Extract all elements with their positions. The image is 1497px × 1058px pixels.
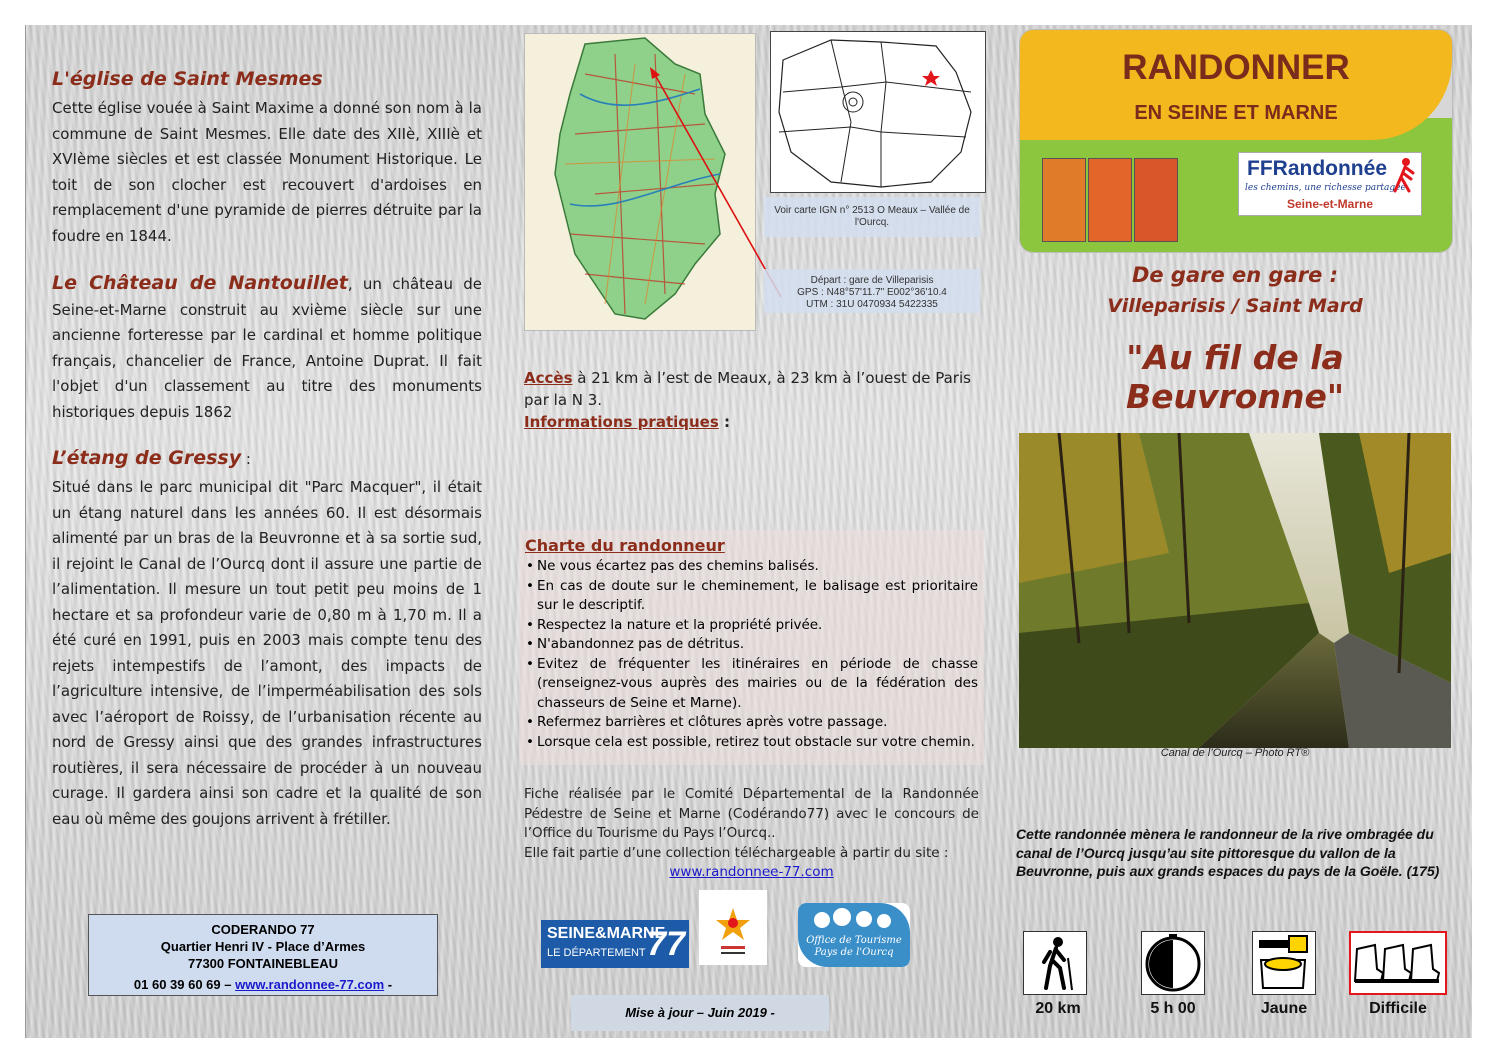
contact-address-1: Quartier Henri IV - Place d’Armes (160, 939, 366, 954)
access-text: à 21 km à l’est de Meaux, à 23 km à l’ouest de Paris par la N 3. (524, 369, 971, 409)
stat-duration: 5 h 00 (1150, 1000, 1196, 1017)
distance-hiker-icon (1023, 931, 1087, 995)
guide-book-image (1134, 158, 1178, 242)
paint-brush-icon (1253, 932, 1315, 994)
list-item: • Refermez barrières et clôtures après votre passage. (537, 713, 978, 733)
fiche-credits (524, 785, 979, 883)
section-gressy (52, 447, 482, 832)
guide-book-image (1088, 158, 1132, 242)
contact-link[interactable]: www.randonnee-77.com (235, 977, 385, 992)
update-date: Mise à jour – Juin 2019 - (571, 995, 829, 1031)
logo-number: 77 (647, 925, 685, 963)
seine-marne-logo (541, 920, 689, 968)
contact-tail: - (384, 977, 393, 992)
contact-address-2: 77300 FONTAINEBLEAU (187, 956, 338, 971)
waymark-paint-icon (1252, 931, 1316, 995)
hiker-figure-icon (1391, 157, 1417, 193)
photo-caption: Canal de l’Ourcq – Photo RT® (1160, 747, 1310, 759)
ign-caption (764, 197, 980, 237)
route-subtitle: De gare en gare : (1131, 263, 1339, 287)
route-description: Cette randonnée mènera le randonneur de la rive ombragée du canal de l’Ourcq jusqu’au site pittoresque du vallon de la Beuvronne, puis aux grands espaces du pays de la Goële. (175) (1016, 826, 1440, 879)
access-info (524, 367, 979, 433)
hiker-icon (1024, 932, 1086, 994)
charte-list (525, 557, 978, 752)
route-title: "Au fil de la Beuvronne" (1125, 338, 1345, 416)
left-column (52, 60, 482, 854)
canal-photo-image (1019, 433, 1451, 748)
office-tourisme-logo (798, 903, 910, 967)
ffr-brand: FFRandonnée (1247, 157, 1387, 180)
contact-phone: 01 60 39 60 69 – (133, 977, 236, 992)
region-map-graphic (771, 32, 985, 192)
list-item: • N'abandonnez pas de détritus. (537, 635, 978, 655)
office-text-2: Pays de l'Ourcq (814, 947, 894, 958)
logo-subtext: LE DÉPARTEMENT (547, 947, 646, 959)
list-item: • Ne vous écartez pas des chemins balisés. (537, 557, 978, 577)
departure-utm: UTM : 31U 0470934 5422335 (806, 299, 938, 310)
info-label: Informations pratiques (524, 413, 719, 431)
difficulty-boots-icon (1349, 931, 1447, 995)
section-text: , un château de Seine-et-Marne construit au xvième siècle sur une ancienne forteresse par le cardinal et homme politique français, chancelier de France, Antoine Duprat. Il fait l'objet d'un classement au titre des monuments historiques depuis 1862 (52, 275, 482, 421)
access-label: Accès (524, 369, 573, 387)
canal-photo (1019, 433, 1451, 748)
section-title: L'église de Saint Mesmes (52, 68, 323, 90)
list-item: • En cas de doute sur le cheminement, le balisage est prioritaire sur le descriptif. (537, 577, 978, 616)
ign-caption-text: Voir carte IGN n° 2513 O Meaux – Vallée de l'Ourcq. (774, 205, 970, 228)
section-saint-mesmes (52, 68, 482, 249)
section-title: Le Château de Nantouillet (52, 272, 348, 294)
header-banner (1019, 29, 1453, 253)
pointer-arrow (646, 67, 786, 302)
stat-distance: 20 km (1035, 1000, 1081, 1017)
info-colon: : (718, 413, 731, 431)
list-item: • Lorsque cela est possible, retirez tout obstacle sur votre chemin. (537, 733, 978, 753)
fiche-text-2: Elle fait partie d’une collection téléchargeable à partir du site : (524, 844, 949, 861)
clock-icon (1142, 932, 1204, 994)
stat-waymark: Jaune (1260, 1000, 1308, 1017)
route-stations: Villeparisis / Saint Mard (1107, 295, 1363, 317)
trees-icon (808, 907, 900, 933)
departure-label: Départ : gare de Villeparisis (810, 275, 934, 286)
section-title: L’étang de Gressy (52, 447, 242, 469)
section-text: Cette église vouée à Saint Maxime a donné son nom à la commune de Saint Mesmes. Elle date des XIIè, XIIIè et XVIème siècles et est classée Monument Historique. Le toit de son clocher est recouvert d'ardoises en remplacement d'une pyramide de pierres détruite par la foudre en 1844. (52, 99, 482, 245)
contact-box (88, 914, 438, 996)
department-star-logo (699, 890, 767, 965)
contact-name: CODERANDO 77 (211, 922, 315, 937)
banner-subtitle: EN SEINE ET MARNE (1134, 102, 1338, 124)
brochure-page (25, 25, 1472, 1038)
fiche-text: Fiche réalisée par le Comité Départemental de la Randonnée Pédestre de Seine et Marne (Codérando77) avec le concours de l’Office du Tourisme du Pays l’Ourcq.. (524, 786, 979, 841)
ffr-department: Seine-et-Marne (1286, 197, 1374, 211)
departure-gps: GPS : N48°57'11.7" E002°36'10.4 (797, 287, 947, 298)
stat-difficulty: Difficile (1369, 1000, 1427, 1017)
departure-caption (764, 269, 980, 313)
section-nantouillet (52, 271, 482, 425)
list-item: • Respectez la nature et la propriété privée. (537, 616, 978, 636)
fiche-link[interactable]: www.randonnee-77.com (669, 864, 834, 880)
boots-icon (1351, 933, 1445, 993)
title-colon: : (241, 450, 251, 468)
ffrandonnee-logo (1238, 152, 1422, 216)
region-map (770, 31, 986, 193)
logo-text: SEINE&MARNE (547, 925, 666, 942)
guide-book-image (1042, 158, 1086, 242)
office-text-1: Office de Tourisme (806, 935, 902, 946)
banner-title: RANDONNER (1122, 48, 1350, 87)
charte-title: Charte du randonneur (525, 536, 725, 555)
star-logo-icon (699, 890, 767, 965)
list-item: • Evitez de fréquenter les itinéraires en période de chasse (renseignez-vous auprès des mairies ou de la fédération des chasseurs de Seine et Marne). (537, 655, 978, 714)
ffr-tagline: les chemins, une richesse partagée (1245, 183, 1406, 193)
duration-clock-icon (1141, 931, 1205, 995)
section-text: Situé dans le parc municipal dit "Parc Macquer", il était un étang naturel dans les années 60. Il est désormais alimenté par un bras de la Beuvronne et à sa sortie sud, il rejoint le Canal de l’Ourcq dont il assure une partie de l’alimentation. Il mesure un tout petit peu moins de 1 hectare et sa profondeur varie de 0,80 m à 1,70 m. Il a été curé en 1991, puis en 2003 mais compte tenu des rejets intempestifs de l’amont, des impacts de l’agriculture intensive, de l’imperméabilisation des sols avec l’aéroport de Roissy, de l’urbanisation récente au nord de Gressy ainsi que des grandes infrastructures routières, il sera nécessaire de procéder à un nouveau curage. Il gardera ainsi son cadre et la qualité de son eau où même des goujons arrivent à frétiller. (52, 478, 482, 828)
charte-box (519, 530, 984, 765)
